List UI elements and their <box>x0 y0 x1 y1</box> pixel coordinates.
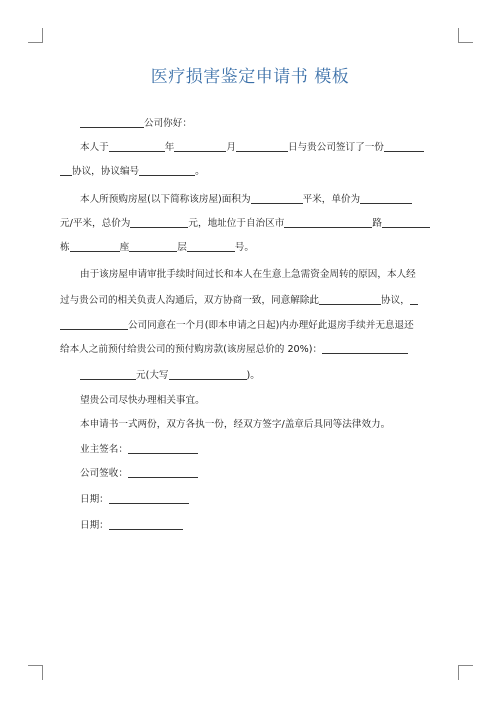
company-receipt-blank[interactable] <box>128 466 198 478</box>
refund-uppercase-blank[interactable] <box>169 368 247 380</box>
area-blank[interactable] <box>251 192 303 204</box>
p3-line1: 由于该房屋申请审批手续时间过长和本人在生意上急需资金周转的原因，本人经 <box>80 269 416 280</box>
p2-line3: 栋 座 层 号。 <box>60 242 254 253</box>
date-line-1: 日期： <box>80 492 189 507</box>
refund-amount-blank[interactable] <box>322 342 408 354</box>
p2-line1: 本人所预购房屋(以下简称该房屋)面积为 平米，单价为 <box>80 192 412 207</box>
agreement-number-blank[interactable] <box>139 164 195 176</box>
road-blank[interactable] <box>284 216 372 228</box>
p1-line1: 本人于 年 月 日与贵公司签订了一份 <box>80 140 424 155</box>
company-receipt-line: 公司签收： <box>80 466 198 481</box>
p3-line2: 过与贵公司的相关负责人沟通后，双方协商一致，同意解除此 协议， <box>60 293 418 308</box>
address-blank[interactable] <box>382 216 430 228</box>
greeting-text: 公司你好： <box>144 118 192 129</box>
date-line-2: 日期： <box>80 518 183 533</box>
p3-line5: 元(大写 )。 <box>80 368 260 383</box>
agreement-name-blank[interactable] <box>384 140 424 152</box>
year-blank[interactable] <box>109 140 165 152</box>
cancel-agreement-blank[interactable] <box>319 293 381 305</box>
corner-mark-bottom-right <box>458 665 473 680</box>
p3-line4: 给本人之前预付给贵公司的预付购房款(该房屋总价的 20%)： <box>60 342 408 357</box>
company-blank[interactable] <box>60 318 128 330</box>
request-line: 望贵公司尽快办理相关事宜。 <box>80 395 205 406</box>
building-blank[interactable] <box>70 240 120 252</box>
month-blank[interactable] <box>174 140 226 152</box>
unit-price-blank[interactable] <box>360 192 412 204</box>
date-blank-2[interactable] <box>109 518 183 530</box>
validity-line: 本申请书一式两份，双方各执一份，经双方签字/盖章后具同等法律效力。 <box>80 419 391 430</box>
corner-mark-top-right <box>458 28 473 43</box>
corner-mark-bottom-left <box>28 665 43 680</box>
date-blank-1[interactable] <box>109 492 189 504</box>
document-title: 医疗损害鉴定申请书 模板 <box>150 67 350 87</box>
block-blank[interactable] <box>129 240 177 252</box>
agreement-name-blank-cont[interactable] <box>60 164 72 176</box>
greeting-line <box>80 116 192 131</box>
total-price-blank[interactable] <box>130 216 188 228</box>
p3-line3: 公司同意在一个月(即本申请之日起)内办理好此退房手续并无息退还 <box>60 318 414 333</box>
p1-line2: 协议，协议编号 。 <box>60 164 205 179</box>
refund-number-blank[interactable] <box>80 368 136 380</box>
corner-mark-top-left <box>28 28 43 43</box>
day-blank[interactable] <box>236 140 288 152</box>
floor-blank[interactable] <box>187 240 235 252</box>
company-name-blank[interactable] <box>80 116 144 128</box>
company-blank-start[interactable] <box>410 293 418 305</box>
owner-signature-blank[interactable] <box>128 442 198 454</box>
owner-signature-line: 业主签名： <box>80 442 198 457</box>
p2-line2: 元/平米，总价为 元，地址位于自治区市 路 <box>60 216 430 231</box>
